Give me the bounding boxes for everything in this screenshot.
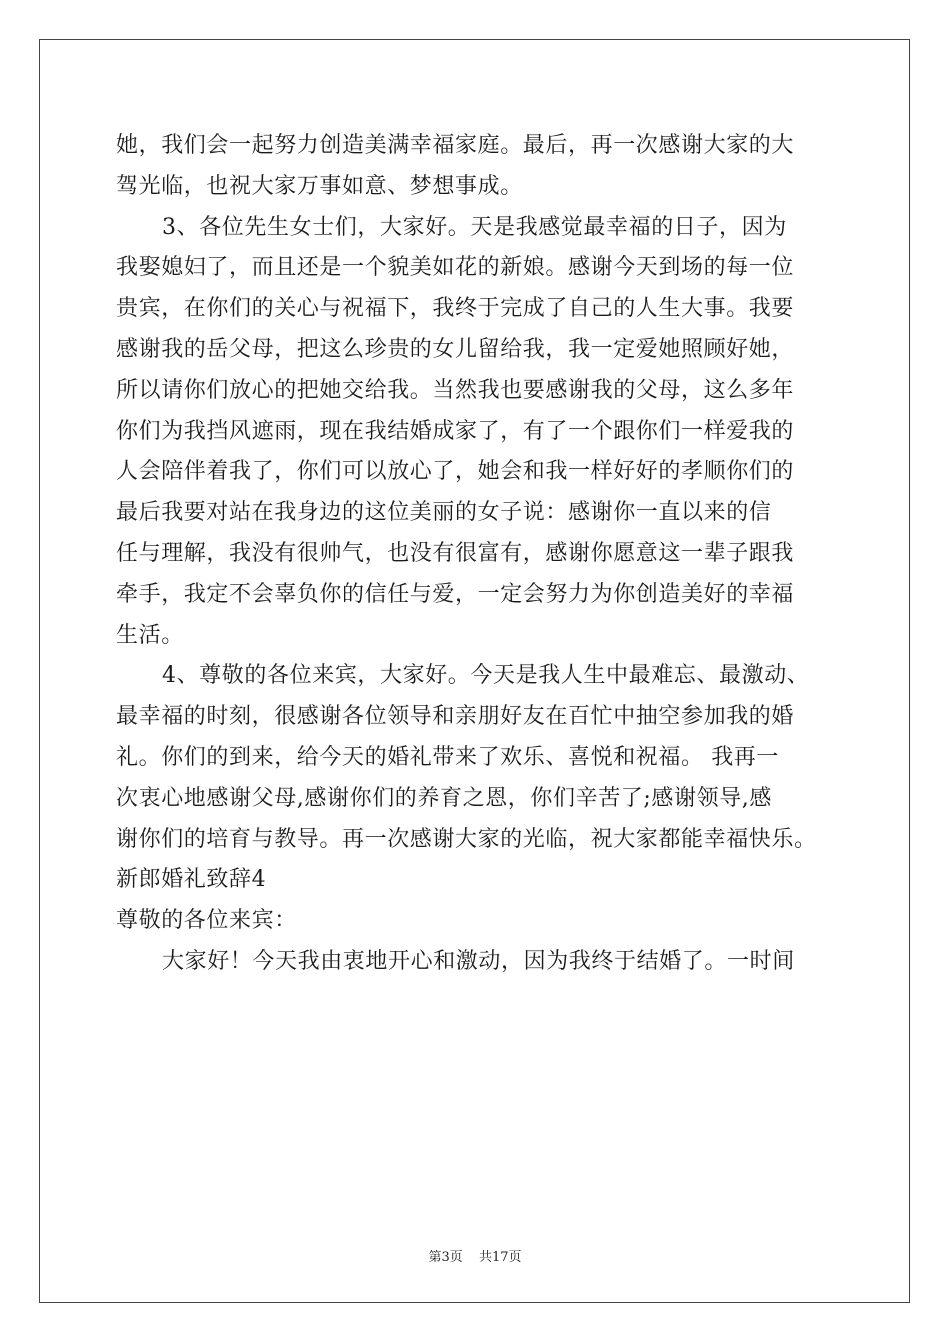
text-line: 次衷心地感谢父母,感谢你们的养育之恩，你们辛苦了;感谢领导,感 (116, 785, 773, 811)
text-line: 任与理解，我没有很帅气，也没有很富有，感谢你愿意这一辈子跟我 (116, 540, 795, 566)
text-line: 人会陪伴着我了，你们可以放心了，她会和我一样好好的孝顺你们的 (116, 459, 795, 485)
page-total: 共17页 (478, 1250, 522, 1265)
text-line: 新郎婚礼致辞4 (116, 867, 267, 893)
text-line: 生活。 (116, 622, 184, 648)
text-line: 谢你们的培育与教导。再一次感谢大家的光临，祝大家都能幸福快乐。 (116, 826, 817, 852)
text-line: 最后我要对站在我身边的这位美丽的女子说：感谢你一直以来的信 (116, 500, 772, 526)
text-line: 4、尊敬的各位来宾，大家好。今天是我人生中最难忘、最激动、 (162, 663, 810, 689)
page-footer (0, 1246, 950, 1265)
text-line: 礼。你们的到来，给今天的婚礼带来了欢乐、喜悦和祝福。 我再一 (116, 744, 779, 770)
text-line: 贵宾，在你们的关心与祝福下，我终于完成了自己的人生大事。我要 (116, 296, 795, 322)
text-line: 感谢我的岳父母，把这么珍贵的女儿留给我，我一定爱她照顾好她， (116, 336, 795, 362)
text-line: 我娶媳妇了，而且还是一个貌美如花的新娘。感谢今天到场的每一位 (116, 255, 795, 281)
text-line: 尊敬的各位来宾： (116, 908, 297, 934)
text-line: 她，我们会一起努力创造美满幸福家庭。最后，再一次感谢大家的大 (116, 133, 795, 158)
text-line: 大家好！今天我由衷地开心和激动，因为我终于结婚了。一时间 (162, 948, 795, 974)
text-line: 3、各位先生女士们，大家好。天是我感觉最幸福的日子，因为 (162, 214, 787, 240)
text-line: 驾光临，也祝大家万事如意、梦想事成。 (116, 173, 523, 199)
text-line: 最幸福的时刻，很感谢各位领导和亲朋好友在百忙中抽空参加我的婚 (116, 704, 795, 730)
text-line: 你们为我挡风遮雨，现在我结婚成家了，有了一个跟你们一样爱我的 (116, 418, 795, 444)
text-line: 所以请你们放心的把她交给我。当然我也要感谢我的父母，这么多年 (116, 377, 795, 403)
document-body (116, 126, 836, 983)
text-line: 牵手，我定不会辜负你的信任与爱，一定会努力为你创造美好的幸福 (116, 581, 795, 607)
page-number: 第3页 (428, 1250, 463, 1265)
